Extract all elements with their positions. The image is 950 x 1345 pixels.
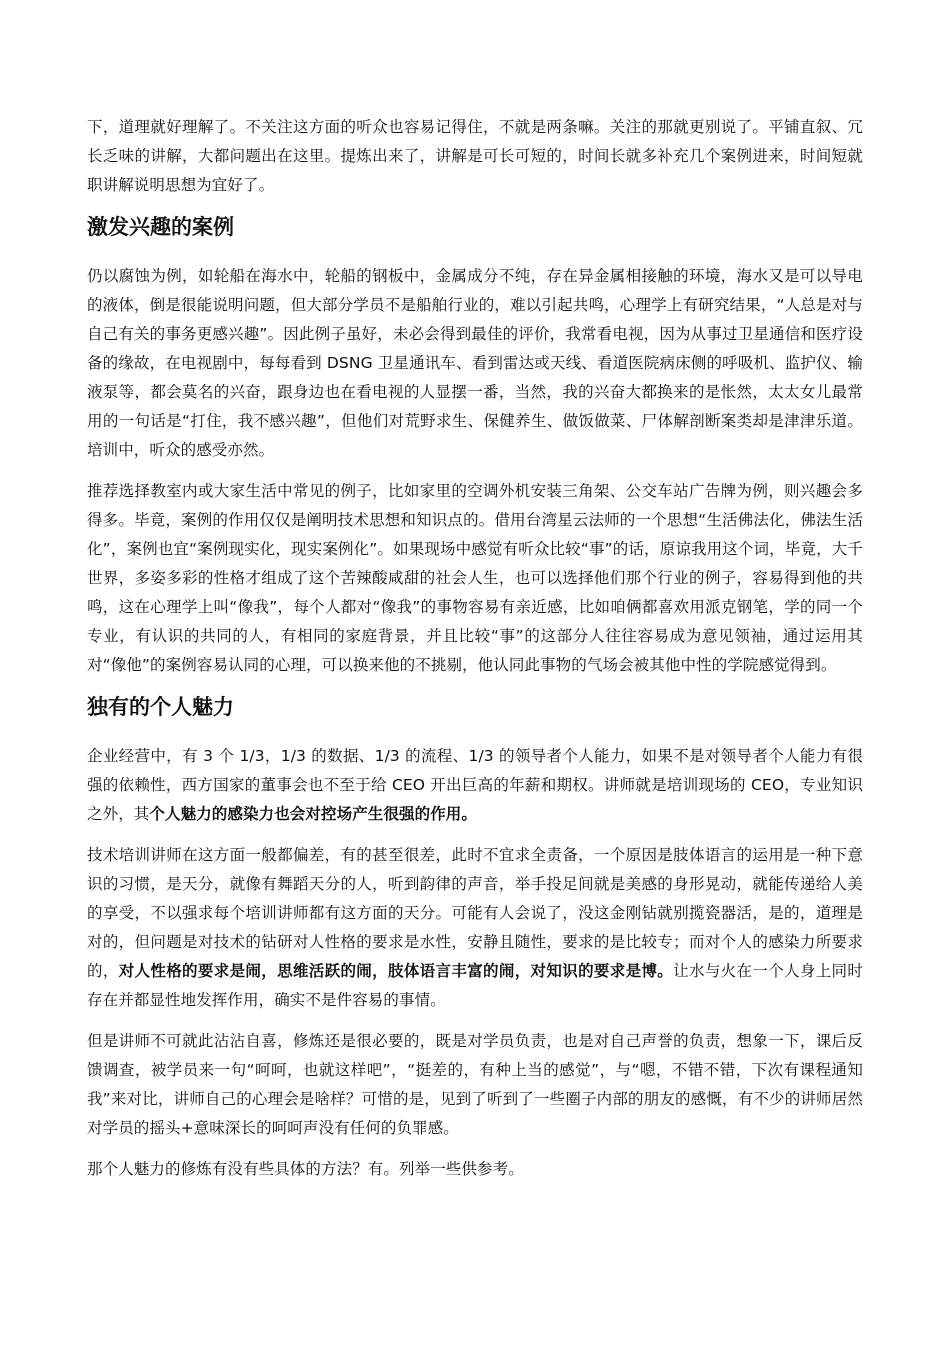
heading-personal-charm: 独有的个人魅力 — [87, 695, 234, 719]
paragraph-common-examples: 推荐选择教室内或大家生活中常见的例子，比如家里的空调外机安装三角架、公交车站广告牌为例，则兴趣会多得多。毕竟，案例的作用仅仅是阐明技术思想和知识点的。借用台湾星云法师的一个思想“生活佛法化，佛法生活化”，案例也宜“案例现实化，现实案例化”。如果现场中感觉有听众比较“事”的话，原谅我用这个词，毕竟，大千世界，多姿多彩的性格才组成了这个苦辣酸咸甜的社会人生，也可以选择他们那个行业的例子，容易得到他的共鸣，这在心理学上叫“像我”，每个人都对“像我”的事物容易有亲近感，比如咱俩都喜欢用派克钢笔，学的同一个专业，有认识的共同的人，有相同的家庭背景，并且比较“事”的这部分人往往容易成为意见领袖，通过运用其对“像他”的案例容易认同的心理，可以换来他的不挑剔，他认同此事物的气场会被其他中性的学院感觉得到。 — [87, 482, 863, 674]
paragraph-talent — [87, 841, 863, 1015]
paragraph-corrosion-example: 仍以腐蚀为例，如轮船在海水中，轮船的钢板中，金属成分不纯，存在异金属相接触的环境，海水又是可以导电的液体，倒是很能说明问题，但大部分学员不是船舶行业的，难以引起共鸣，心理学上有研究结果，“人总是对与自己有关的事务更感兴趣”。因此例子虽好，未必会得到最佳的评价，我常看电视，因为从事过卫星通信和医疗设备的缘故，在电视剧中，每每看到 DSNG 卫星通讯车、看到雷达或天线、看道医院病床侧的呼吸机、监护仪、输液泵等，都会莫名的兴奋，跟身边也在看电视的人显摆一番，当然，我的兴奋大都换来的是怅然，太太女儿最常用的一句话是“打住，我不感兴趣”，但他们对荒野求生、保健养生、做饭做菜、尸体解剖断案类却是津津乐道。培训中，听众的感受亦然。 — [87, 267, 863, 459]
paragraph-talent-tail: 让水与火在一个人身上同时存在并都显性地发挥作用，确实不是件容易的事情。 — [87, 962, 863, 1009]
paragraph-talent-emphasis: 对人性格的要求是闹，思维活跃的闹，肢体语言丰富的闹，对知识的要求是博。 — [118, 962, 674, 980]
paragraph-ceo-text: 企业经营中，有 3 个 1/3，1/3 的数据、1/3 的流程、1/3 的领导者个人能力，如果不是对领导者个人能力有很强的依赖性，西方国家的董事会也不至于给 CEO 开出巨高的年薪和期权。讲师就是培训现场的 CEO，专业知识之外，其 — [87, 747, 863, 823]
heading-interest-cases: 激发兴趣的案例 — [87, 215, 234, 239]
paragraph-feedback: 但是讲师不可就此沾沾自喜，修炼还是很必要的，既是对学员负责，也是对自己声誉的负责，想象一下，课后反馈调查，被学员来一句“呵呵，也就这样吧”，“挺差的，有种上当的感觉”，与“嗯，不错不错，下次有课程通知我”来对比，讲师自己的心理会是啥样？可惜的是，见到了听到了一些圈子内部的朋友的感慨，有不少的讲师居然对学员的摇头+意味深长的呵呵声没有任何的负罪感。 — [87, 1032, 863, 1137]
intro-paragraph: 下，道理就好理解了。不关注这方面的听众也容易记得住，不就是两条嘛。关注的那就更别说了。平铺直叙、冗长乏味的讲解，大都问题出在这里。提炼出来了，讲解是可长可短的，时间长就多补充几个案例进来，时间短就职讲解说明思想为宜好了。 — [87, 118, 863, 194]
paragraph-talent-text: 技术培训讲师在这方面一般都偏差，有的甚至很差，此时不宜求全责备，一个原因是肢体语言的运用是一种下意识的习惯，是天分，就像有舞蹈天分的人，听到韵律的声音，举手投足间就是美感的身形晃动，就能传递给人美的享受，不以强求每个培训讲师都有这方面的天分。可能有人会说了，没这金刚钻就别揽瓷器活，是的，道理是对的，但问题是对技术的钻研对人性格的要求是水性，安静且随性，要求的是比较专；而对个人的感染力所要求的， — [87, 846, 863, 980]
paragraph-methods: 那个人魅力的修炼有没有些具体的方法？有。列举一些供参考。 — [87, 1160, 524, 1178]
paragraph-ceo — [87, 742, 863, 829]
document-body — [87, 113, 863, 1196]
paragraph-ceo-emphasis: 个人魅力的感染力也会对控场产生很强的作用。 — [149, 805, 478, 823]
